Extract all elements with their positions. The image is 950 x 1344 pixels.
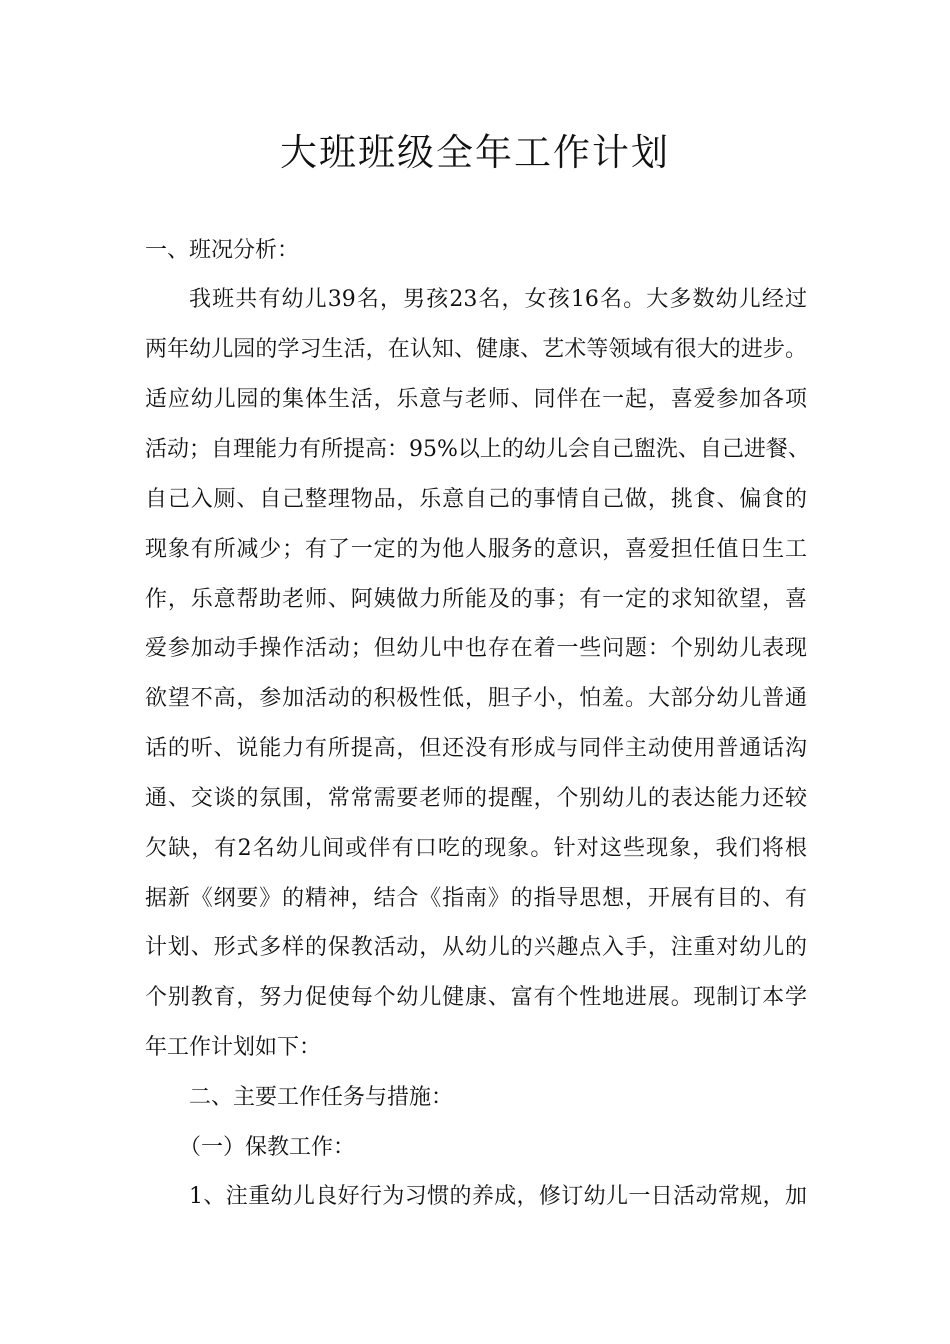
paragraph-line: 话的听、说能力有所提高，但还没有形成与同伴主动使用普通话沟 [145,736,807,761]
paragraph-line: 爱参加动手操作活动；但幼儿中也存在着一些问题：个别幼儿表现 [145,636,807,661]
paragraph-line: 适应幼儿园的集体生活，乐意与老师、同伴在一起，喜爱参加各项 [145,387,807,412]
document-title: 大班班级全年工作计划 [280,131,670,174]
paragraph-line: 自己入厕、自己整理物品，乐意自己的事情自己做，挑食、偏食的 [145,487,807,512]
paragraph-line: 计划、形式多样的保教活动，从幼儿的兴趣点入手，注重对幼儿的 [145,935,807,960]
paragraph-line: 我班共有幼儿39名，男孩23名，女孩16名。大多数幼儿经过 [189,287,807,312]
paragraph-line: 据新《纲要》的精神，结合《指南》的指导思想，开展有目的、有 [145,886,807,911]
paragraph-line: 作，乐意帮助老师、阿姨做力所能及的事；有一定的求知欲望，喜 [145,587,807,612]
paragraph-line: 个别教育，努力促使每个幼儿健康、富有个性地进展。现制订本学 [145,985,807,1010]
paragraph-line: 欲望不高，参加活动的积极性低，胆子小，怕羞。大部分幼儿普通 [145,686,807,711]
paragraph-line: 通、交谈的氛围，常常需要老师的提醒，个别幼儿的表达能力还较 [145,786,807,811]
paragraph-line: 活动；自理能力有所提高：95%以上的幼儿会自己盥洗、自己进餐、 [145,437,810,462]
list-item-line: 1、注重幼儿良好行为习惯的养成，修订幼儿一日活动常规，加 [189,1184,807,1209]
paragraph-line: 两年幼儿园的学习生活，在认知、健康、艺术等领域有很大的进步。 [145,337,807,362]
section-heading-1: 一、班况分析： [145,238,300,263]
section-heading-2: 二、主要工作任务与措施： [189,1085,454,1110]
paragraph-line: 年工作计划如下： [145,1035,322,1060]
paragraph-line: 现象有所减少；有了一定的为他人服务的意识，喜爱担任值日生工 [145,537,807,562]
paragraph-line: 欠缺，有2名幼儿间或伴有口吃的现象。针对这些现象，我们将根 [145,836,807,861]
subsection-heading: （一）保教工作： [179,1135,356,1160]
